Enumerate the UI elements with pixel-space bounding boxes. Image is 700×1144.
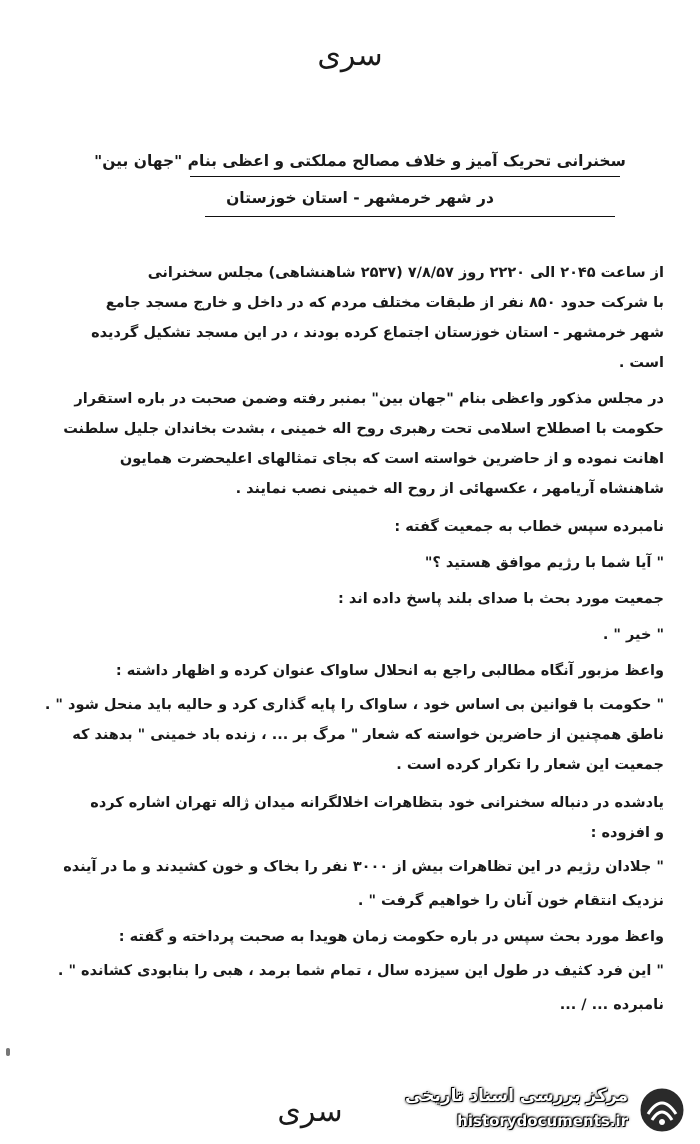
body-line: ناطق همچنین از حاضرین خواسته که شعار " مرگ بر ... ، زنده باد خمینی " بدهند که (72, 727, 664, 743)
body-line: حکومت با اصطلاح اسلامی تحت رهبری روح اله خمینی ، بشدت بخاندان جلیل سلطنت (63, 421, 664, 437)
classification-top: سری (317, 38, 383, 73)
document-heading-line2: در شهر خرمشهر - استان خوزستان (226, 189, 494, 207)
body-line: " حکومت با قوانین بی اساس خود ، ساواک را پایه گذاری کرد و حالیه باید منحل شود " . (44, 697, 664, 713)
body-line: " این فرد کثیف در طول این سیزده سال ، تمام شما برمد ، هبی را بنابودی کشانده " . (57, 963, 664, 979)
body-line: از ساعت ۲۰۴۵ الی ۲۲۲۰ روز ۷/۸/۵۷ (۲۵۳۷ شاهنشاهی) مجلس سخنرانی (147, 265, 664, 281)
body-line: اهانت نموده و از حاضرین خواسته است که بجای تمثالهای اعلیحضرت همایون (119, 451, 664, 467)
body-line: و افزوده : (590, 825, 664, 841)
body-line: " جلادان رژیم در این تظاهرات بیش از ۳۰۰۰ نفر را بخاک و خون کشیدند و ما در آینده (63, 859, 664, 875)
body-line: جمعیت مورد بحث با صدای بلند پاسخ داده اند : (338, 591, 664, 607)
body-line: یادشده در دنباله سخنرانی خود بتظاهرات اخلالگرانه میدان ژاله تهران اشاره کرده (90, 795, 664, 811)
body-line: نامبرده سپس خطاب به جمعیت گفته : (394, 519, 664, 535)
body-line: با شرکت حدود ۸۵۰ نفر از طبقات مختلف مردم که در داخل و خارج مسجد جامع (105, 295, 664, 311)
body-line: شاهنشاه آریامهر ، عکسهائی از روح اله خمینی نصب نمایند . (235, 481, 664, 497)
heading-underline-1 (190, 176, 620, 177)
body-line: واعظ مزبور آنگاه مطالبی راجع به انحلال ساواک عنوان کرده و اظهار داشته : (115, 663, 664, 679)
watermark (378, 1082, 688, 1142)
body-line: " آیا شما با رژیم موافق هستید ؟" (424, 555, 664, 571)
document-heading-line1: سخنرانی تحریک آمیز و خلاف مصالح مملکتی و اعظی بنام "جهان بین" (94, 152, 626, 170)
body-line: شهر خرمشهر - استان خوزستان اجتماع کرده بودند ، در این مسجد تشکیل گردیده (91, 325, 664, 341)
body-line: نزدیک انتقام خون آنان را خواهیم گرفت " . (357, 893, 664, 909)
body-line: نامبرده ... / ... (559, 997, 664, 1013)
body-line: در مجلس مذکور واعظی بنام "جهان بین" بمنبر رفته وضمن صحبت در باره استقرار (74, 391, 664, 407)
body-line: است . (618, 355, 664, 371)
watermark-url: historydocuments.ir (457, 1112, 628, 1130)
paper-speck (6, 1048, 10, 1056)
classification-bottom: سری (277, 1094, 343, 1129)
document-body (38, 258, 664, 1020)
heading-underline-2 (205, 216, 615, 217)
body-line: جمعیت این شعار را تکرار کرده است . (396, 757, 664, 773)
archive-seal-icon (636, 1084, 688, 1136)
body-line: واعظ مورد بحث سپس در باره حکومت زمان هویدا به صحبت پرداخته و گفته : (118, 929, 664, 945)
body-line: " خیر " . (602, 627, 664, 643)
watermark-title: مرکز بررسی اسناد تاریخی (405, 1086, 628, 1106)
